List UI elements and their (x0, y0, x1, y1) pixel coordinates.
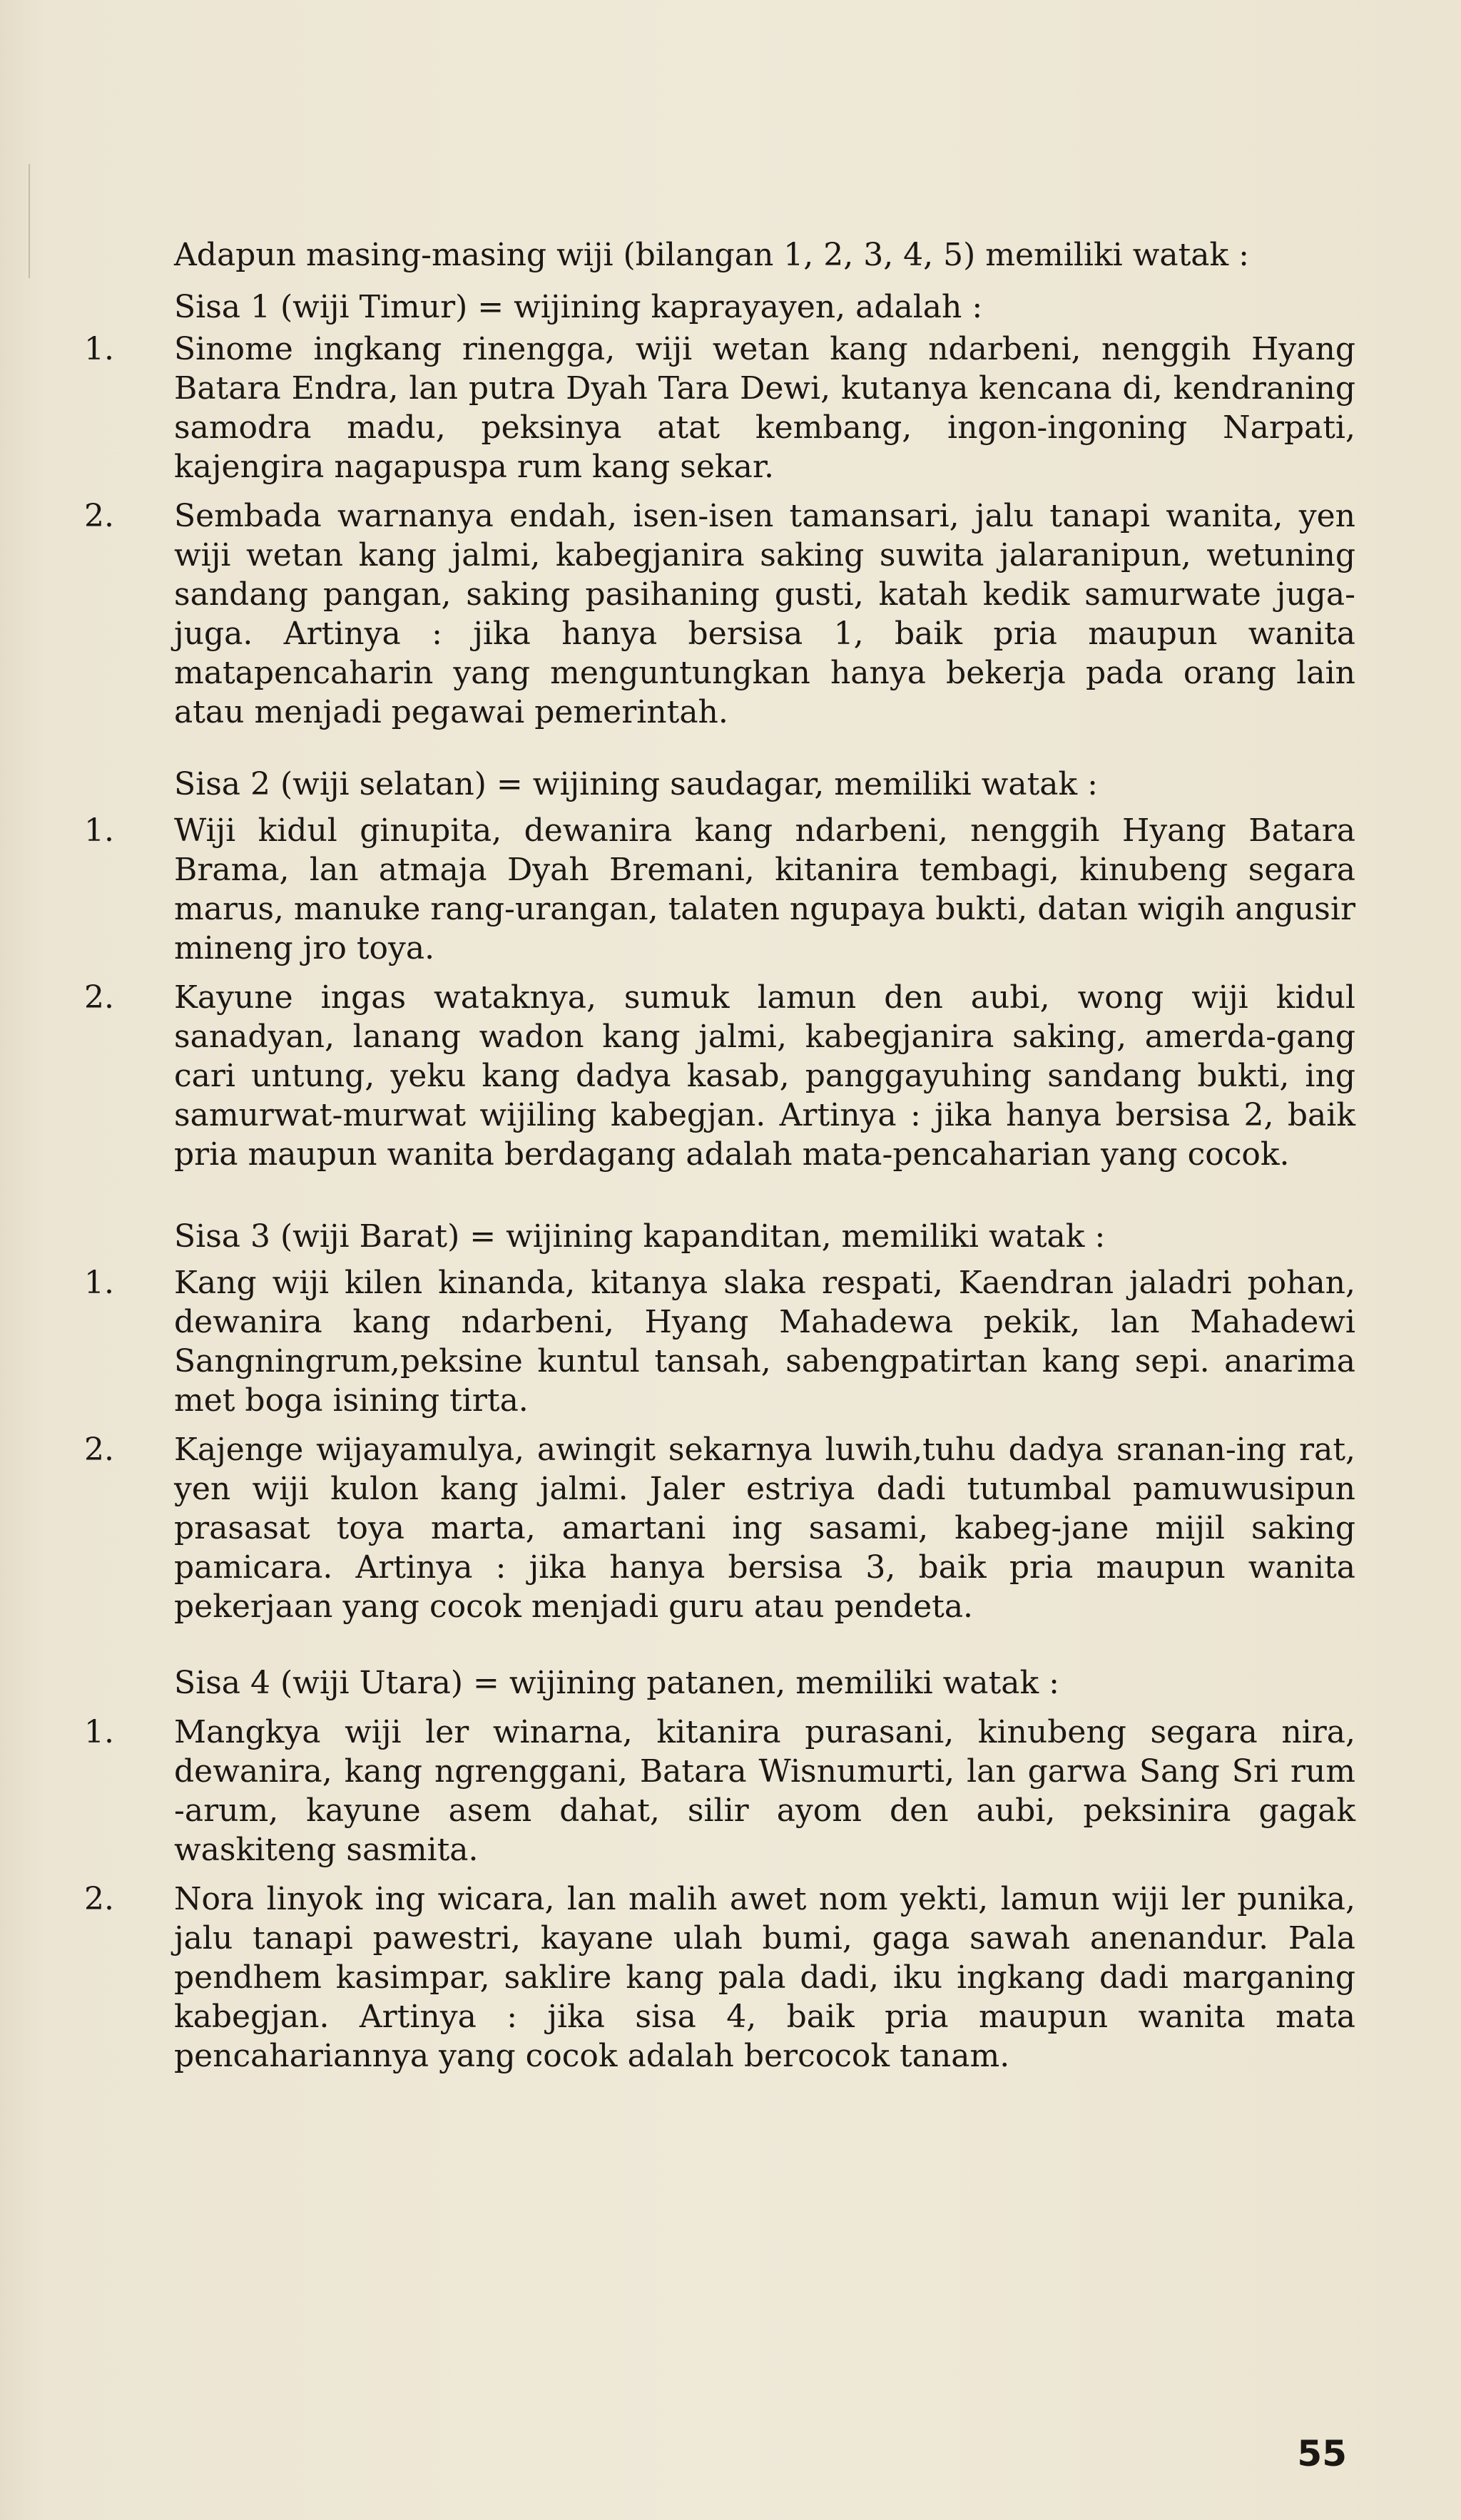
list-item (84, 1263, 1355, 1420)
item-text: Nora linyok ing wicara, lan malih awet nom yekti, lamun wiji ler punika, jalu tanapi pawestri, kayane ulah bumi, gaga sawah anenandur. Pala pendhem kasimpar, saklire kang pala dadi, iku ingkang dadi marganing kabegjan. Artinya : jika sisa 4, baik pria maupun wanita mata pencahariannya yang cocok adalah bercocok tanam. (174, 1881, 1355, 2074)
page-number: 55 (1297, 2433, 1347, 2474)
item-text: Kayune ingas wataknya, sumuk lamun den aubi, wong wiji kidul sanadyan, lanang wadon kang jalmi, kabegjanira saking, amerda-gang cari untung, yeku kang dadya kasab, panggayuhing sandang bukti, ing samurwat-murwat wijiling kabegjan. Artinya : jika hanya bersisa 2, baik pria maupun wanita berdagang adalah mata-pencaharian yang cocok. (174, 979, 1355, 1173)
item-number: 1. (84, 1265, 114, 1301)
item-number: 2. (84, 498, 114, 534)
list-item (84, 330, 1355, 486)
item-text: Sinome ingkang rinengga, wiji wetan kang ndarbeni, nenggih Hyang Batara Endra, lan putra Dyah Tara Dewi, kutanya kencana di, kendraning samodra madu, peksinya atat kembang, ingon-ingoning Narpati, kajengira nagapuspa rum kang sekar. (174, 331, 1355, 485)
item-number: 2. (84, 1881, 114, 1917)
item-text: Kajenge wijayamulya, awingit sekarnya luwih,tuhu dadya sranan-ing rat, yen wiji kulon kang jalmi. Jaler estriya dadi tutumbal pamuwusipun prasasat toya marta, amartani ing sasami, kabeg-jane mijil saking pamicara. Artinya : jika hanya bersisa 3, baik pria maupun wanita pekerjaan yang cocok menjadi guru atau pendeta. (174, 1432, 1355, 1625)
item-text: Kang wiji kilen kinanda, kitanya slaka respati, Kaendran jaladri pohan, dewanira kang ndarbeni, Hyang Mahadewa pekik, lan Mahadewi Sangningrum,peksine kuntul tansah, sabengpatirtan kang sepi. anarima met boga isining tirta. (174, 1265, 1355, 1419)
item-number: 1. (84, 1714, 114, 1750)
section-heading-sisa-3: Sisa 3 (wiji Barat) = wijining kapanditan, memiliki watak : (174, 1218, 1106, 1255)
item-text: Mangkya wiji ler winarna, kitanira purasani, kinubeng segara nira, dewanira, kang ngrenggani, Batara Wisnumurti, lan garwa Sang Sri rum -arum, kayune asem dahat, silir ayom den aubi, peksinira gagak waskiteng sasmita. (174, 1714, 1355, 1868)
section-heading-sisa-2: Sisa 2 (wiji selatan) = wijining saudagar, memiliki watak : (174, 766, 1098, 802)
list-item (84, 1879, 1355, 2076)
item-number: 2. (84, 979, 114, 1016)
list-item (84, 496, 1355, 732)
list-item (84, 1430, 1355, 1626)
item-text: Sembada warnanya endah, isen-isen tamansari, jalu tanapi wanita, yen wiji wetan kang jalmi, kabegjanira saking suwita jalaranipun, wetuning sandang pangan, saking pasihaning gusti, katah kedik samurwate juga-juga. Artinya : jika hanya bersisa 1, baik pria maupun wanita matapencaharin yang menguntungkan hanya bekerja pada orang lain atau menjadi pegawai pemerintah. (174, 498, 1355, 730)
page-content (84, 235, 1355, 2076)
page-edge-shadow (29, 164, 30, 278)
item-number: 2. (84, 1432, 114, 1468)
list-item (84, 1713, 1355, 1869)
item-number: 1. (84, 812, 114, 849)
item-number: 1. (84, 331, 114, 367)
intro-paragraph: Adapun masing-masing wiji (bilangan 1, 2, 3, 4, 5) memiliki watak : (174, 237, 1249, 273)
item-text: Wiji kidul ginupita, dewanira kang ndarbeni, nenggih Hyang Batara Brama, lan atmaja Dyah Bremani, kitanira tembagi, kinubeng segara marus, manuke rang-urangan, talaten ngupaya bukti, datan wigih angusir mineng jro toya. (174, 812, 1355, 966)
list-item (84, 978, 1355, 1174)
list-item (84, 811, 1355, 968)
section-heading-sisa-1: Sisa 1 (wiji Timur) = wijining kaprayayen, adalah : (174, 289, 983, 325)
section-heading-sisa-4: Sisa 4 (wiji Utara) = wijining patanen, memiliki watak : (174, 1665, 1059, 1701)
